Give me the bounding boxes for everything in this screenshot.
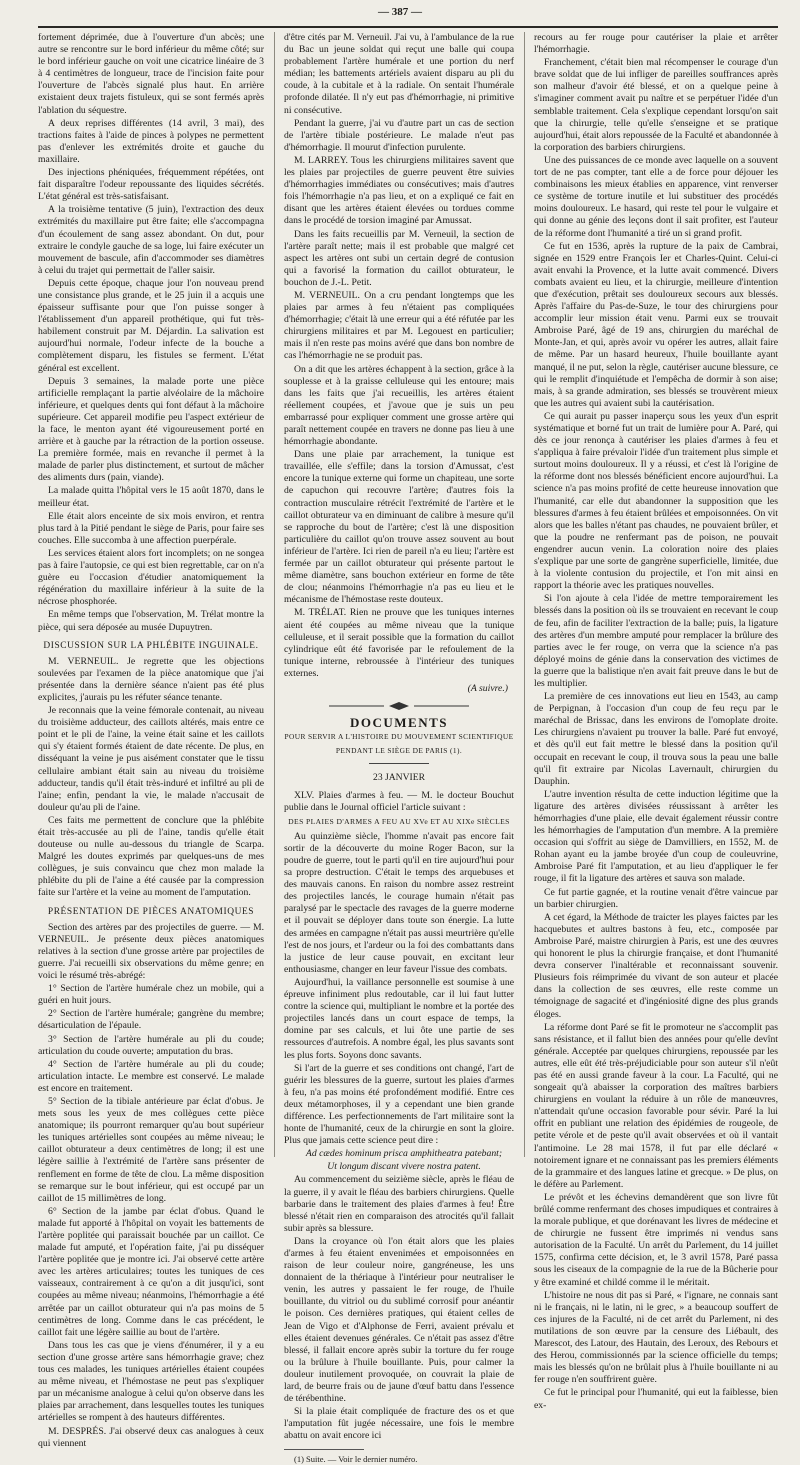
paragraph: Si l'on ajoute à cela l'idée de mettre temporairement les blessés dans la position où ils se trouvaient en recevant le coup de feu, afin de faciliter l'extraction de la balle; puis, la ligature des artères d'un membre amputé pour remplacer la brûlure des parties avec le fer rouge, on verra que la science n'a pas déployé moins de génie dans la conservation des victimes de la guerre que la balistique n'en avait fait preuve dans le but de les multiplier. xyxy=(534,593,779,689)
paragraph: Si l'art de la guerre et ses conditions ont changé, l'art de guérir les blessures de la guerre, surtout les plaies d'armes à feu, n'a pas moins été profondément modifié. Entre ces deux métamorphoses, il y a cependant une bien grande différence. Les perfectionnements de l'art militaire sont la honte de l'humanité, ceux de la chirurgie en sont la gloire. Plus que jamais cette science peut dire : xyxy=(284,1062,514,1147)
paragraph: 5° Section de la tibiale antérieure par éclat d'obus. Je mets sous les yeux de mes collègues cette pièce anatomique; ils pourront remarquer qu'au bout supérieur les tuniques artérielles sont coupées au même niveau; le caillot obturateur a deux centimètres de long; il est une légère saillie à l'extrémité de l'artère sans présenter de renflement en forme de tête de clou. La même disposition se remarque sur le bout inférieur, qui est occupé par un caillot de 15 millimètres de long. xyxy=(38,1095,264,1204)
paragraph: Je reconnais que la veine fémorale contenait, au niveau du troisième adducteur, des caillots altérés, mais entre ce point et le pli de l'aine, la veine était saine et les caillots qui s'y étaient formés étaient de date récente. De plus, en disséquant la veine je pus aisément constater que le tissu cellulaire ambiant était sain au niveau du troisième adducteur, tandis qu'il était très-induré et infiltré au pli de l'aine; enfin, pendant la vie, le malade n'accusait de douleur qu'au pli de l'aine. xyxy=(38,705,264,813)
section-heading: DISCUSSION SUR LA PHLÉBITE INGUINALE. xyxy=(43,640,259,651)
documents-title: DOCUMENTS xyxy=(349,715,448,731)
paragraph: recours au fer rouge pour cautériser la plaie et arrêter l'hémorrhagie. xyxy=(534,32,778,56)
column-divider xyxy=(274,32,275,1157)
paragraph: Depuis cette époque, chaque jour l'on nouveau prend une consistance plus grande, et le 25 juin il a acquis une épaisseur suffisante pour que l'on puisse songer à l'établissement d'un appareil prothétique, qui fut très-habilement construit par M. Déjardin. La salivation est aujourd'hui normale, l'odeur infecte de la bouche a complètement disparu, les fistules se ferment. L'état général est excellent. xyxy=(38,277,264,374)
paragraph: Dans les faits recueillis par M. Verneuil, la section de l'artère paraît nette; mais il est probable que malgré cet aspect les artères ont subi un certain degré de contusion qui a favorisé la formation du caillot obturateur, le bouchon de J.-L. Petit. xyxy=(284,228,514,288)
paragraph: 3° Section de l'artère humérale au pli du coude; articulation du coude ouverte; amputation du bras. xyxy=(38,1033,264,1057)
paragraph: 4° Section de l'artère humérale au pli du coude; articulation intacte. Le membre est conservé. Le malade est encore en traitement. xyxy=(38,1058,264,1094)
paragraph: La malade quitta l'hôpital vers le 15 août 1870, dans le meilleur état. xyxy=(38,485,264,509)
paragraph: Ce fut en 1536, après la rupture de la paix de Cambrai, signée en 1529 entre François Ier et Charles-Quint. Celui-ci avait envahi la Provence, et la lutte avait commencé. Divers combats avaient eu lieu, et la chirurgie, meilleure d'intention que d'exécution, prêtait ses douloureux secours aux blessés. Après l'affaire du Pas-de-Suze, le tour des chirurgiens pour accomplir leur mission était venu. Parmi eux se trouvait Ambroise Paré, âgé de 19 ans, chirurgien du maréchal de Monte-Jan, et qui, après avoir vu opérer les autres, allait faire de même. Par un hasard heureux, l'huile bouillante ayant manqué, il ne put, selon la règle, cautériser aucune blessure, ce qui le remplit d'inquiétude et l'empêcha de dormir à son aise; mais, à sa grande admiration, ses blessés se trouvèrent mieux que les autres qui avaient subi la cautérisation. xyxy=(534,240,778,409)
short-rule xyxy=(369,763,429,764)
paragraph: Des injections phéniquées, fréquemment répétées, ont fait disparaître l'odeur repoussante des liquides sécrétés. L'état général est très-satisfaisant. xyxy=(38,167,264,203)
paragraph: A deux reprises différentes (14 avril, 3 mai), des tractions faites à l'aide de pinces à polypes ne permettent pas d'enlever les extrémités droite et gauche du maxillaire. xyxy=(38,117,264,165)
latin-quote: Ut longum discant vivere nostra patent. xyxy=(327,1161,481,1173)
ornament-divider xyxy=(284,701,514,713)
paragraph: L'histoire ne nous dit pas si Paré, « l'ignare, ne connais sant ni le français, ni le latin, ni le grec, » a beaucoup souffert de ces injures de la Faculté, ni de cet arrêt du Parlement, ni des mutilations de son œuvre par la censure des Liébault, des Marescot, des Latour, des Hautain, des Leroux, des Rebours et des Herou, commissionnés par la science officielle du temps; mais les blessés qu'on ne brûlait plus à l'huile bouillante ni au fer rouge n'en souffrirent guère. xyxy=(534,1289,778,1386)
paragraph: M. VERNEUIL. On a cru pendant longtemps que les plaies par armes à feu n'étaient pas compliquées d'hémorrhagie; c'était là une erreur qui a été réfutée par les chirurgiens militaires et par M. Legouest en particulier; mais il n'en reste pas moins avéré que dans bon nombre de cas l'hémorrhagie ne se produit pas. xyxy=(284,289,514,362)
paragraph: Ces faits me permettent de conclure que la phlébite était très-accusée au pli de l'aine, tandis qu'elle était douteuse ou nulle au-dessous du triangle de Scarpa. Malgré les doutes exprimés par quelques-uns de mes collègues, je suis convaincu que chez mon malade la phlébite du pli de l'aine a été causée par la compression faite sur l'artère et la veine au moment de l'amputation. xyxy=(38,814,264,899)
paragraph: Section des artères par des projectiles de guerre. — M. VERNEUIL. Je présente deux pièces anatomiques relatives à la section d'une grosse artère par projectiles de guerre. J'ai recueilli six observations du même genre; en voici le résumé très-abrégé: xyxy=(38,921,264,982)
continuation-note: (A suivre.) xyxy=(467,682,508,694)
paragraph: Ce fut le principal pour l'humanité, qui eut la faiblesse, bien ex- xyxy=(534,1387,778,1411)
paragraph: Aujourd'hui, la vaillance personnelle est soumise à une épreuve infiniment plus redoutable, car il lui faut lutter contre la science qui, multipliant le nombre et la portée des projectiles lancés dans un court espace de temps, la domine par ses calculs, et lui ôte une partie de ses ressources d'autrefois. A nombre égal, les plus savants sont les plus forts. Soyons donc savants. xyxy=(284,976,514,1061)
column-2 xyxy=(284,32,514,1464)
paragraph: M. LARREY. Tous les chirurgiens militaires savent que les plaies par projectiles de guerre peuvent être suivies d'hémorrhagies immédiates ou consécutives; mais d'autres fois l'hémorrhagie n'a pas lieu, et on a expliqué ce fait en disant que les artères étaient élevées ou tordues comme dans le procédé de torsion imaginé par Amussat. xyxy=(284,154,514,227)
paragraph: XLV. Plaies d'armes à feu. — M. le docteur Bouchut publie dans le Journal officiel l'article suivant : xyxy=(284,789,514,813)
paragraph: Les services étaient alors fort incomplets; on ne songea pas à faire l'autopsie, ce qui est bien regrettable, car on n'a guère eu l'occasion d'étudier anatomiquement la régénération du maxillaire inférieur à la suite de la nécrose phosphorée. xyxy=(38,547,264,608)
paragraph: Dans une plaie par arrachement, la tunique est travaillée, elle s'effile; dans la torsion d'Amussat, c'est encore la tunique externe qui forme un chapiteau, une sorte de capuchon qui recouvre l'artère; d'autres fois la contraction musculaire rétrécit l'extrémité de l'artère et le caillot obturateur va en diminuant de calibre à mesure qu'il se rapproche du bout de l'artère; c'est là une disposition particulière du caillot qu'on trouve assez souvent au bout inférieur de l'artère. Ici rien de pareil n'a eu lieu; l'artère est fermée par un caillot obturateur qui présente partout le même diamètre, sans bouchon extérieur en forme de tête de clou; néanmoins l'hémorrhagie n'a pas eu lieu et le mécanisme de l'hémostase reste douteux. xyxy=(284,449,514,606)
ornament-icon xyxy=(329,701,469,711)
column-3 xyxy=(534,32,779,1411)
paragraph: Elle était alors enceinte de six mois environ, et rentra plus tard à la Pitié pendant le siège de Paris, pour faire ses couches. Elle succomba à une affection puerpérale. xyxy=(38,510,264,546)
paragraph: Depuis 3 semaines, la malade porte une pièce artificielle remplaçant la partie alvéolaire de la mâchoire inférieure, et quelques dents qui font défaut à la mâchoire supérieure. Cet appareil modifie peu l'aspect extérieur de la face, le menton ayant été vigoureusement porté en arrière et à gauche par la rétraction de la portion osseuse. La première formée, mais en revanche il permet à la malade de parler plus distinctement, et surtout de mâcher des aliments durs (pain, viande). xyxy=(38,375,264,484)
header-rule xyxy=(38,26,778,28)
paragraph: Si la plaie était compliquée de fracture des os et que l'amputation fût jugée nécessaire, une fois le membre abattu on avait encore ici xyxy=(284,1406,514,1442)
paragraph: Au quinzième siècle, l'homme n'avait pas encore fait sortir de la découverte du moine Roger Bacon, sur la poudre de guerre, tout le parti qu'il en tire aujourd'hui pour sa propre destruction. C'était le temps des arquebuses et des mauvais canons. En raison du nombre assez restreint des projectiles lancés, le courage humain n'était pas paralysé par le spectacle des ravages de la guerre moderne et il pouvait se déployer dans toute son énergie. La lutte des armées en campagne n'était pas aussi meurtrière qu'elle l'est de nos jours, et l'ardeur ou la foi des combattants dans la justice de leur cause pouvait, en excitant leur enthousiasme, changer en leur faveur l'issue des combats. xyxy=(284,830,514,975)
column-1 xyxy=(38,32,264,1449)
paragraph: L'autre invention résulta de cette induction légitime que la ligature des artères divisées réussissant à arrêter les hémorrhagies d'une plaie, elle devait également réussir contre les hémorrhagies de l'amputation d'un membre. A la première occasion qui s'offrit au siège de Damvilliers, en 1552, M. de Rohan ayant eu la jambe broyée d'un coup de couleuvrine, Ambroise Paré fit l'amputation, et au lieu d'appliquer le fer rouge, il fit la ligature des artères et sauva son malade. xyxy=(534,788,778,885)
documents-subtitle: POUR SERVIR A L'HISTOIRE DU MOUVEMENT SCIENTIFIQUE xyxy=(284,732,514,742)
paragraph: fortement déprimée, due à l'ouverture d'un abcès; une autre se rencontre sur le bord inférieur du même côté; sur le bord inférieur gauche on voit une cicatrice linéaire de 3 à 4 centimètres de longueur, trace de l'incision faite pour l'ouverture de l'abcès signalé plus haut. En arrière existaient deux trajets fistuleux, qui se sont fermés après l'ablation du séquestre. xyxy=(38,32,264,116)
paragraph: En même temps que l'observation, M. Trélat montre la pièce, qui sera déposée au musée Dupuytren. xyxy=(38,609,264,633)
footnote: (1) Suite. — Voir le dernier numéro. xyxy=(294,1453,418,1464)
latin-quote: Ad cædes hominum prisca amphitheatra patebant; xyxy=(305,1148,503,1160)
paragraph: Une des puissances de ce monde avec laquelle on a souvent tort de ne pas compter, tant elle a de force pour déjouer les combinaisons les mieux établies en apparence, vint renverser ce système de torture inutile et lui substituer des procédés moins douloureux. Le hasard, qui reste tel pour le vulgaire et qui donne au génie des leçons dont il sait profiter, est l'auteur de la réforme dont l'humanité a tiré un si grand profit. xyxy=(534,154,778,239)
paragraph: M. VERNEUIL. Je regrette que les objections soulevées par l'examen de la pièce anatomique que j'ai présentée dans la dernière séance n'aient pas été plus explicites, j'aurais pu les réfuter séance tenante. xyxy=(38,655,264,703)
section-heading: PRÉSENTATION DE PIÈCES ANATOMIQUES xyxy=(47,906,255,917)
paragraph: 1° Section de l'artère humérale chez un mobile, qui a guéri en huit jours. xyxy=(38,983,264,1007)
documents-subtitle: PENDANT LE SIÈGE DE PARIS (1). xyxy=(335,746,463,756)
column-divider xyxy=(524,32,525,1157)
page-number: — 387 — xyxy=(378,6,422,18)
paragraph: Ce qui aurait pu passer inaperçu sous les yeux d'un esprit systématique et borné fut un trait de lumière pour A. Paré, qui dès ce jour renonça à cautériser les plaies d'armes à feu et s'appliqua à faire prévaloir l'idée d'un traitement plus simple et surtout moins douloureux. Il y a réussi, et c'est là l'origine de la réforme dont nos blessés bénéficient encore aujourd'hui. La science n'a pas moins profité de cette heureuse innovation que l'humanité, car elle dut abandonner la supposition que les blessures d'armes à feu étaient brûlées et empoisonnées. On vit alors que les balles n'étant pas chaudes, ne pouvaient brûler, et que la poudre ne renfermant pas de poison, ne pouvait engendrer aucun venin. La coloration noire des plaies s'explique par une sorte de gangrène superficielle, limitée, due à la violente contusion du projectile, et l'on mit ainsi en rapport la théorie avec les pratiques nouvelles. xyxy=(534,410,778,592)
paragraph: d'être cités par M. Verneuil. J'ai vu, à l'ambulance de la rue du Bac un jeune soldat qui reçut une balle qui coupa probablement l'artère humérale et une portion du nerf médian; les battements artériels avaient disparu au pli du coude, à la cubitale et à la radiale. On sentait l'humérale profonde dilatée. Il n'y eut pas d'hémorrhagie, ni primitive ni consécutive. xyxy=(284,32,514,116)
paragraph: La réforme dont Paré se fit le promoteur ne s'accomplit pas sans résistance, et il fallut bien des années pour qu'elle devînt générale. Acceptée par quelques chirurgiens, repoussée par les autres, elle eût été très-préjudiciable pour son auteur s'il n'eût pas été en aussi grande faveur à la cour. La Faculté, qui ne songeait qu'à abaisser la corporation des maîtres barbiers chirurgiens en voulant la réduire à un rôle de manœuvres, n'attendait qu'une occasion favorable pour sévir. Paré la lui offrit en publiant une relation des épidémies de rougeole, de petite vérole et de peste qu'il avait observées et où il vantait l'antimoine. Le 28 mai 1578, il fut par elle déclaré « notoirement ignare et ne connaissant pas les premiers éléments de la grammaire et des langues latine et grecque. » De plus, on le défère au Parlement. xyxy=(534,1021,778,1190)
paragraph: 2° Section de l'artère humérale; gangrène du membre; désarticulation de l'épaule. xyxy=(38,1008,264,1032)
paragraph: 6° Section de la jambe par éclat d'obus. Quand le malade fut apporté à l'hôpital on voyait les battements de l'artère poplitée qui paraissait bouchée par un caillot. Ce malade fut amputé, et l'opération faite, j'ai pu disséquer l'artère poplitée que je montre ici. J'ai observé cette artère avec les artères articulaires; toutes les tuniques de ces vaisseaux, contrairement à ce qu'on a dit jusqu'ici, sont coupées au même niveau; néanmoins, l'hémorrhagie a été arrêtée par un caillot obturateur qui n'a pas moins de 5 centimètres de long. Comme dans le cas précédent, le caillot fait une légère saillie au bout de l'artère. xyxy=(38,1205,264,1338)
paragraph: On a dit que les artères échappent à la section, grâce à la souplesse et à la graisse celluleuse qui les entoure; mais dans les faits que j'ai recueillis, les artères étaient réellement coupées, et j'avoue que je suis un peu embarrassé pour expliquer comment une grosse artère qui paraît nettement coupée en travers ne donne pas lieu à une hémorrhagie abondante. xyxy=(284,363,514,448)
paragraph: Pendant la guerre, j'ai vu d'autre part un cas de section de l'artère tibiale postérieure. Le malade n'eut pas d'hémorrhagie. Il mourut d'infection purulente. xyxy=(284,117,514,153)
paragraph: Dans tous les cas que je viens d'énumérer, il y a eu section d'une grosse artère sans hémorrhagie grave; chez tous ces malades, les tuniques artérielles étaient coupées au même niveau, et l'hémostase ne peut pas s'expliquer par un mécanisme analogue à celui qu'on observe dans les plaies par arrachement, dans lesquelles toutes les tuniques artérielles se rompent à des hauteurs différentes. xyxy=(38,1339,264,1424)
paragraph: La première de ces innovations eut lieu en 1543, au camp de Perpignan, à l'occasion d'un coup de feu reçu par le maréchal de Brissac, dans les environs de l'omoplate droite. Les chirurgiens n'avaient pu trouver la balle. Paré fut envoyé, et dès qu'il eut fait mettre le blessé dans la position qu'il occupait en recevant le coup, il trouva sous la peau une balle qu'il fit extraire par Nicolas Lavernault, chirurgien du Dauphin. xyxy=(534,691,778,787)
paragraph: Dans la croyance où l'on était alors que les plaies d'armes à feu étaient envenimées et empoisonnées en raison de leur couleur noire, gangréneuse, les uns donnaient de la thériaque à l'intérieur pour neutraliser le venin, les autres y passaient le fer rouge, de l'huile bouillante, du vitriol ou du sublimé corrosif pour anéantir le poison. Ces dernières pratiques, qui étaient celles de Jean de Vigo et d'Alphonse de Ferri, avaient prévalu et elles étaient devenues générales. Ce n'était pas assez d'être blessé, il fallait encore après subir la torture du fer rouge ou la brûlure à l'huile bouillante. Puis, pour calmer la douleur inutilement provoquée, on couvrait la plaie de lard, de beurre frais ou de jaune d'œuf battu dans l'essence de térébenthine. xyxy=(284,1235,514,1405)
paragraph: Au commencement du seizième siècle, après le fléau de la guerre, il y avait le fléau des barbiers chirurgiens. Quelle barbarie dans le traitement des plaies d'armes à feu! Être blessé n'était rien en comparaison des atrocités qu'il fallait subir après sa blessure. xyxy=(284,1174,514,1234)
paragraph: M. TRÉLAT. Rien ne prouve que les tuniques internes aient été coupées au même niveau que la tunique celluleuse, et il serait possible que la formation du caillot cylindrique eût été favorisée par le refoulement de la tunique interne, rebroussée à l'intérieur des tuniques externes. xyxy=(284,607,514,679)
paragraph: A cet égard, la Méthode de traicter les playes faictes par les hacquebutes et aultres bastons à feu, etc., composée par Ambroise Paré, maistre chirurgien à Paris, est une des œuvres qui honorent le plus la chirurgie française, et dont l'humanité devra conserver l'inaltérable et reconnaissant souvenir. Plusieurs fois réimprimée du vivant de son auteur et placée dans la collection de ses œuvres, elle reste comme un témoignage de sagacité et d'ingéniosité digne des plus grands éloges. xyxy=(534,911,778,1020)
paragraph: A la troisième tentative (5 juin), l'extraction des deux extrémités du maxillaire put être faite; elle s'accompagna d'un écoulement de sang assez abondant. On dut, pour extraire le condyle gauche de sa loge, lui faire exécuter un mouvement de bascule, afin d'accommoder ses diamètres à celui du trajet qui permettait de l'aller saisir. xyxy=(38,204,264,276)
footnote-rule xyxy=(284,1449,364,1450)
entry-date: 23 JANVIER xyxy=(373,772,425,784)
paragraph: M. DESPRÉS. J'ai observé deux cas analogues à ceux qui viennent xyxy=(38,1425,264,1449)
paragraph: Franchement, c'était bien mal récompenser le courage d'un brave soldat que de lui infliger de pareilles souffrances après son malheur d'avoir été blessé, et on a quelque peine à s'imaginer comment avait pu naître et se perpétuer l'idée d'un semblable traitement. Cela s'explique cependant lorsqu'on sait que la chirurgie, telle qu'elle s'enseigne et se pratique aujourd'hui, était alors repoussée de la Faculté et abandonnée à la corporation des barbiers chirurgiens. xyxy=(534,57,778,153)
paragraph: Ce fut partie gagnée, et la routine venait d'être vaincue par un barbier chirurgien. xyxy=(534,886,778,910)
paragraph: Le prévôt et les échevins demandèrent que son livre fût brûlé comme renfermant des choses impudiques et contraires à la morale publique, et que dorénavant les livres de médecine et de chirurgie ne fussent être imprimés ni vendus sans autorisation de la Faculté. Un arrêt du Parlement, du 14 juillet 1575, confirma cette décision, et, le 3 avril 1578, Paré passa sous les ciseaux de la compagnie de la rue de la Bûcherie pour y être examiné et childé comme il le méritait. xyxy=(534,1191,778,1288)
article-heading: DES PLAIES D'ARMES A FEU AU XVe ET AU XIXe SIÈCLES xyxy=(288,816,510,826)
